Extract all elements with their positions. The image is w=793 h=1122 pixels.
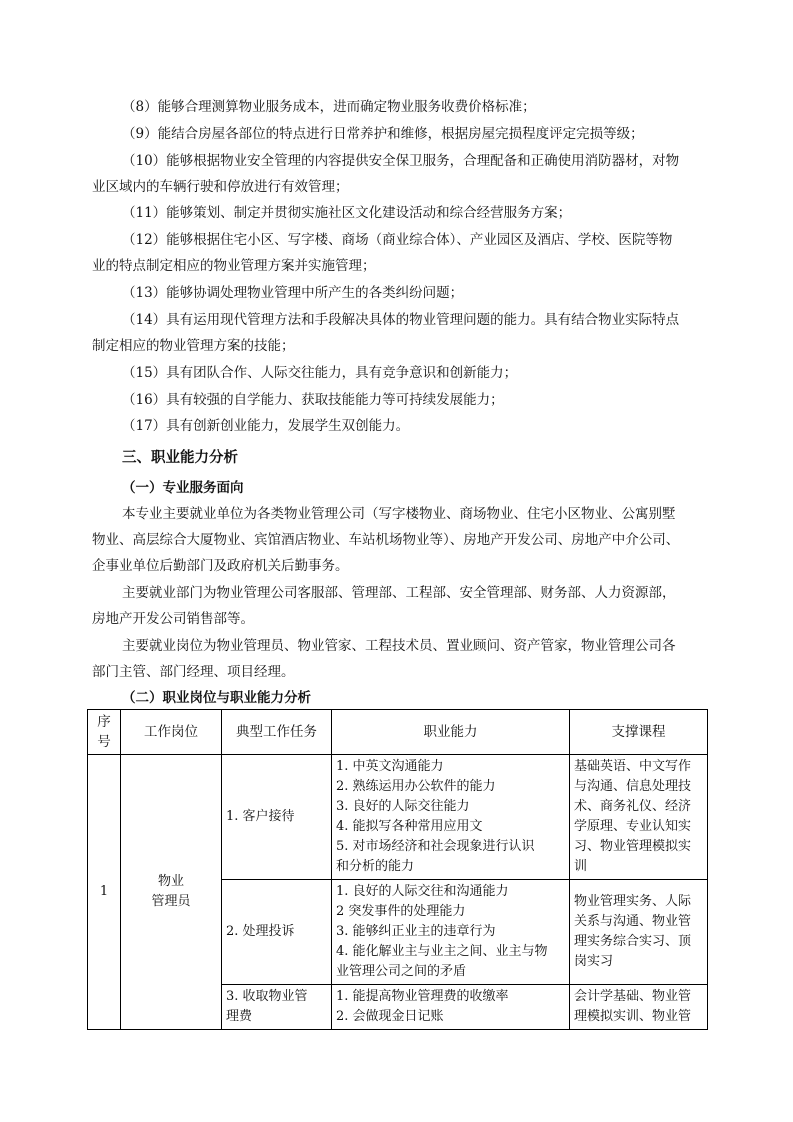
header-seq-line2: 号	[97, 734, 111, 750]
row-seq-cell: 1	[88, 755, 121, 1030]
header-task: 典型工作任务	[222, 710, 332, 755]
course-line: 基础英语、中文写作	[574, 759, 692, 774]
section-heading: 三、职业能力分析	[122, 450, 238, 466]
ability-item-8: （8）能够合理测算物业服务成本，进而确定物业服务收费价格标准；	[122, 99, 536, 115]
ability-item-13: （13）能够协调处理物业管理中所产生的各类纠纷问题；	[122, 285, 464, 301]
header-course: 支撑课程	[570, 710, 708, 755]
ability-line: 4. 能拟写各种常用应用文	[336, 819, 483, 834]
ability-cell	[332, 755, 570, 880]
ability-line: 2 突发事件的处理能力	[336, 904, 466, 919]
employment-posts-line2: 部门主管、部门经理、项目经理。	[92, 664, 295, 680]
task-line: 3. 收取物业管	[226, 989, 308, 1004]
task-cell	[222, 880, 332, 985]
course-cell	[570, 755, 708, 880]
subsection-heading-2: （二）职业岗位与职业能力分析	[122, 690, 311, 706]
ability-cell	[332, 985, 570, 1030]
task-line: 2. 处理投诉	[226, 924, 295, 939]
ability-line: 1. 能提高物业管理费的收缴率	[336, 989, 509, 1004]
ability-item-14-line2: 制定相应的物业管理方案的技能；	[92, 338, 295, 354]
course-line: 习、物业管理模拟实	[574, 839, 692, 854]
ability-item-12-line2: 业的特点制定相应的物业管理方案并实施管理；	[92, 258, 376, 274]
table-row	[88, 755, 708, 880]
course-line: 训	[574, 859, 588, 874]
header-seq	[88, 710, 121, 755]
ability-line: 3. 能够纠正业主的违章行为	[336, 924, 496, 939]
ability-item-10-line2: 业区域内的车辆行驶和停放进行有效管理；	[92, 179, 349, 195]
course-cell	[570, 985, 708, 1030]
ability-line: 和分析的能力	[336, 859, 415, 874]
ability-line: 2. 熟练运用办公软件的能力	[336, 779, 496, 794]
task-cell	[222, 755, 332, 880]
table-header-row	[88, 710, 708, 755]
course-cell	[570, 880, 708, 985]
ability-line: 1. 良好的人际交往和沟通能力	[336, 884, 509, 899]
course-line: 物业管理实务、人际	[574, 894, 692, 909]
header-seq-line1: 序	[97, 714, 111, 730]
task-line: 理费	[226, 1009, 253, 1024]
employment-posts-line1: 主要就业岗位为物业管理员、物业管家、工程技术员、置业顾问、资产管家，物业管理公司各	[122, 638, 676, 654]
ability-item-14-line1: （14）具有运用现代管理方法和手段解决具体的物业管理问题的能力。具有结合物业实际特点	[122, 312, 680, 328]
employment-units-line3: 企事业单位后勤部门及政府机关后勤事务。	[92, 558, 349, 574]
ability-item-16: （16）具有较强的自学能力、获取技能能力等可持续发展能力；	[122, 392, 504, 408]
course-line: 学原理、专业认知实	[574, 819, 692, 834]
task-cell	[222, 985, 332, 1030]
ability-item-12-line1: （12）能够根据住宅小区、写字楼、商场（商业综合体）、产业园区及酒店、学校、医院等物	[122, 232, 673, 248]
subsection-heading-1: （一）专业服务面向	[122, 480, 244, 496]
employment-units-line1: 本专业主要就业单位为各类物业管理公司（写字楼物业、商场物业、住宅小区物业、公寓别墅	[122, 506, 676, 522]
employment-units-line2: 物业、高层综合大厦物业、宾馆酒店物业、车站机场物业等）、房地产开发公司、房地产中介公司、	[92, 532, 680, 548]
ability-cell	[332, 880, 570, 985]
post-name-line1: 物业	[157, 874, 184, 889]
ability-item-11: （11）能够策划、制定并贯彻实施社区文化建设活动和综合经营服务方案；	[122, 205, 572, 221]
ability-item-10-line1: （10）能够根据物业安全管理的内容提供安全保卫服务，合理配备和正确使用消防器材，对物	[122, 153, 680, 169]
header-post: 工作岗位	[121, 710, 222, 755]
ability-table	[87, 709, 708, 1030]
ability-line: 4. 能化解业主与业主之间、业主与物	[336, 944, 548, 959]
employment-depts-line2: 房地产开发公司销售部等。	[92, 611, 254, 627]
ability-line: 1. 中英文沟通能力	[336, 759, 444, 774]
header-ability: 职业能力	[332, 710, 570, 755]
course-line: 关系与沟通、物业管	[574, 914, 692, 929]
course-line: 与沟通、信息处理技	[574, 779, 692, 794]
course-line: 理实务综合实习、顶	[574, 934, 692, 949]
ability-line: 5. 对市场经济和社会现象进行认识	[336, 839, 535, 854]
course-line: 理模拟实训、物业管	[574, 1009, 692, 1024]
task-line: 1. 客户接待	[226, 809, 295, 824]
ability-line: 业管理公司之间的矛盾	[336, 964, 467, 979]
ability-item-9: （9）能结合房屋各部位的特点进行日常养护和维修，根据房屋完损程度评定完损等级；	[122, 126, 644, 142]
course-line: 术、商务礼仪、经济	[574, 799, 692, 814]
course-line: 岗实习	[574, 954, 614, 969]
post-name-line2: 管理员	[151, 894, 191, 909]
ability-item-17: （17）具有创新创业能力，发展学生双创能力。	[122, 418, 410, 434]
ability-item-15: （15）具有团队合作、人际交往能力，具有竞争意识和创新能力；	[122, 365, 518, 381]
row-post-cell	[121, 755, 222, 1030]
employment-depts-line1: 主要就业部门为物业管理公司客服部、管理部、工程部、安全管理部、财务部、人力资源部，	[122, 585, 676, 601]
ability-line: 3. 良好的人际交往能力	[336, 799, 470, 814]
ability-line: 2. 会做现金日记账	[336, 1009, 444, 1024]
course-line: 会计学基础、物业管	[574, 989, 692, 1004]
